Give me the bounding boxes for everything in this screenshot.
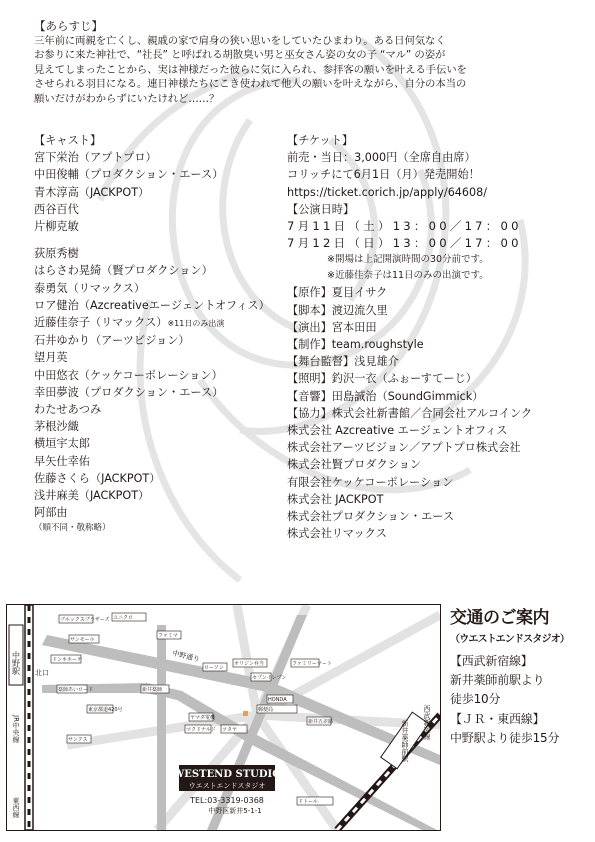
schedule-note: ※近藤佳奈子は11日のみの出演です。: [327, 270, 489, 282]
credit-line: 株式会社 Azcreative エージェントオフィス: [287, 424, 508, 438]
ticket-heading: 【チケット】: [287, 134, 354, 147]
studio-address: 中野区新井5-1-1: [208, 807, 262, 815]
map-shop-label: ドンキホーテ: [52, 657, 83, 663]
schedule-heading: 【公演日時】: [287, 202, 355, 216]
cast-member-note: ※11日のみ出演: [167, 319, 225, 329]
credit-line: 株式会社リマックス: [287, 527, 387, 541]
synopsis-line: 三年前に両親を亡くし、親戚の家で肩身の狭い思いをしていたひまわり。ある日何気なく: [34, 35, 446, 47]
access-line: 徒歩10分: [450, 692, 501, 707]
map-shop-label: ファミリーマート: [292, 661, 332, 667]
cast-member: 片柳克敏: [34, 220, 79, 234]
access-section: [450, 606, 592, 748]
cast-member: 中田俊輔（プロダクション・エース）: [34, 168, 224, 182]
seibu-line-label: 西武新宿線: [423, 705, 431, 740]
map-shop-label: 郵便局: [258, 707, 274, 713]
credit-line: 有限会社ケッケコーポレーション: [287, 475, 454, 489]
cast-member: わたせあつみ: [34, 403, 102, 417]
north-exit-label: 北口: [35, 669, 49, 677]
map-shop-label: 東京都道420号: [88, 707, 123, 713]
map-shop-label: 薬師あいロード: [58, 687, 94, 693]
synopsis-body: [34, 34, 564, 106]
credit-line: 【照明】釣沢一衣（ふぉーすてーじ）: [287, 372, 477, 386]
studio-kana: ウエストエンドスタジオ: [188, 782, 266, 790]
cast-member: 石井ゆかり（アーツビジョン）: [34, 334, 190, 348]
map-shop-label: サンモール: [70, 637, 95, 643]
credit-line: 株式会社アーツビジョン／アプトプロ株式会社: [287, 441, 521, 455]
map-shop-label: マクドナルド: [186, 727, 216, 733]
cast-member: 青木淳高（JACKPOT）: [34, 185, 150, 199]
studio-marker: [243, 711, 248, 716]
credit-line: 【脚本】渡辺流久里: [287, 303, 388, 317]
map-shop-label: HONDA: [268, 697, 287, 703]
access-line: 【ＪＲ・東西線】: [450, 711, 545, 726]
access-line: 中野駅より徒歩15分: [450, 730, 560, 745]
cast-member: 浅井麻美（JACKPOT）: [34, 489, 150, 503]
map-shop-label: ヤマダ電機: [190, 715, 216, 721]
schedule-notes: [287, 252, 587, 284]
access-subtitle: （ウエストエンドスタジオ）: [450, 634, 570, 645]
schedule-note: ※開場は上記開演時間の30分前です。: [327, 254, 489, 266]
cast-member: はらさわ晃綺（賢プロダクション）: [34, 264, 213, 278]
map-drawing: [7, 605, 440, 830]
cast-spacer: [34, 235, 294, 245]
map-jr-line: [25, 605, 33, 830]
cast-member: 西谷百代: [34, 202, 79, 216]
credit-line: 【制作】team.roughstyle: [287, 338, 424, 352]
map-shop-label: ブルックスブラザーズ: [60, 617, 110, 623]
schedule-date: 7月11日（土）13：00／17：00: [287, 219, 522, 234]
synopsis-section: [34, 18, 564, 106]
synopsis-line: お参りに来た神社で、“社長” と呼ばれる胡散臭い男と巫女さん姿の女の子 “マル” の姿が: [34, 49, 446, 62]
cast-footnote: （順不同・敬称略）: [34, 523, 111, 534]
credit-line: 【音響】田島誠治（SoundGimmick）: [287, 389, 484, 403]
nakano-station-label: 中野駅: [11, 651, 21, 675]
street-label: 中野通り: [171, 649, 201, 664]
access-title: 交通のご案内: [450, 608, 549, 628]
credit-line: 株式会社賢プロダクション: [287, 458, 422, 472]
schedule-date: 7月12日（日）13：00／17：00: [287, 236, 522, 251]
cast-member: 宮下栄治（アプトプロ）: [34, 151, 157, 165]
map-shop-label: ドトール: [298, 799, 318, 805]
credit-line: 【舞台監督】浅見雄介: [287, 355, 399, 369]
studio-label-box: [172, 765, 281, 815]
cast-heading: 【キャスト】: [34, 134, 102, 147]
cast-member: 幸田夢波（プロダクション・エース）: [34, 385, 224, 399]
synopsis-line: 見えてしまったことから、実は神様だった彼らに気に入られ、参拝客の願いを叶える手伝いを: [34, 63, 467, 76]
ticket-sale: コリッチにて6月1日（月）発売開始！: [287, 168, 480, 182]
synopsis-heading: 【あらすじ】: [34, 19, 103, 33]
cast-member: 茅根沙織: [34, 420, 79, 434]
access-line: 【西武新宿線】: [450, 654, 533, 668]
cast-member: 泰勇気（リマックス）: [34, 281, 146, 295]
synopsis-line: させられる羽目になる。連日神様たちにこき使われて他人の願いを叶えながら、自分の本当の: [34, 78, 467, 91]
cast-member-kondo: [34, 314, 294, 332]
arai-station-label: 新井薬師前駅: [401, 720, 409, 762]
credit-line: 【協力】株式会社新書館／合同会社アルコインク: [287, 406, 533, 420]
cast-member: 阿部由: [34, 506, 68, 520]
map-shop-label: 新井五差路: [308, 719, 334, 725]
cast-member-name: 近藤佳奈子（リマックス）: [34, 316, 168, 330]
map-shop-label: ユニクロ: [113, 615, 134, 621]
cast-member: 荻原秀樹: [34, 247, 79, 261]
cast-member: 横垣宇太郎: [34, 437, 90, 451]
map-shop-label: ツタヤ: [222, 727, 237, 733]
jr-line-label: JR中央線: [12, 715, 20, 743]
cast-member: 中田悠衣（ケッケコーポレーション）: [34, 368, 223, 382]
cast-member: ロア健治（Azcreativeエージェントオフィス）: [34, 298, 270, 312]
cast-member: 早矢仕幸佑: [34, 454, 90, 468]
map-shop-label: オリジン弁当: [234, 661, 264, 667]
map-shop-label: サンクス: [68, 737, 88, 743]
map-shop-label: 新井薬師: [142, 687, 163, 693]
access-line: 新井薬師前駅より: [450, 673, 545, 688]
map-shop-label: セブンイレブン: [252, 675, 287, 681]
credit-line: 株式会社プロダクション・エース: [287, 510, 455, 524]
studio-tel: TEL:03-3319-0368: [190, 796, 264, 805]
studio-name: WESTEND STUDIO: [173, 769, 281, 780]
map-shop-label: ローソン: [204, 665, 224, 671]
ticket-url[interactable]: https://ticket.corich.jp/apply/64608/: [287, 185, 488, 199]
credit-line: 【原作】夏目イサク: [287, 286, 388, 300]
cast-member: 佐藤さくら（JACKPOT）: [34, 471, 161, 485]
tozai-line-label: 東西線: [12, 797, 20, 818]
access-map: [6, 604, 441, 831]
map-shop-label: ファミマ: [158, 633, 178, 639]
credit-line: 【演出】宮本田田: [287, 320, 377, 334]
cast-section: [34, 132, 294, 538]
info-section: [287, 132, 587, 542]
ticket-price: 前売・当日：3,000円（全席自由席）: [287, 151, 476, 165]
synopsis-line: 願いだけがわからずにいたけれど……？: [34, 92, 220, 105]
credit-line: 株式会社 JACKPOT: [287, 492, 384, 506]
cast-member: 望月英: [34, 351, 68, 365]
